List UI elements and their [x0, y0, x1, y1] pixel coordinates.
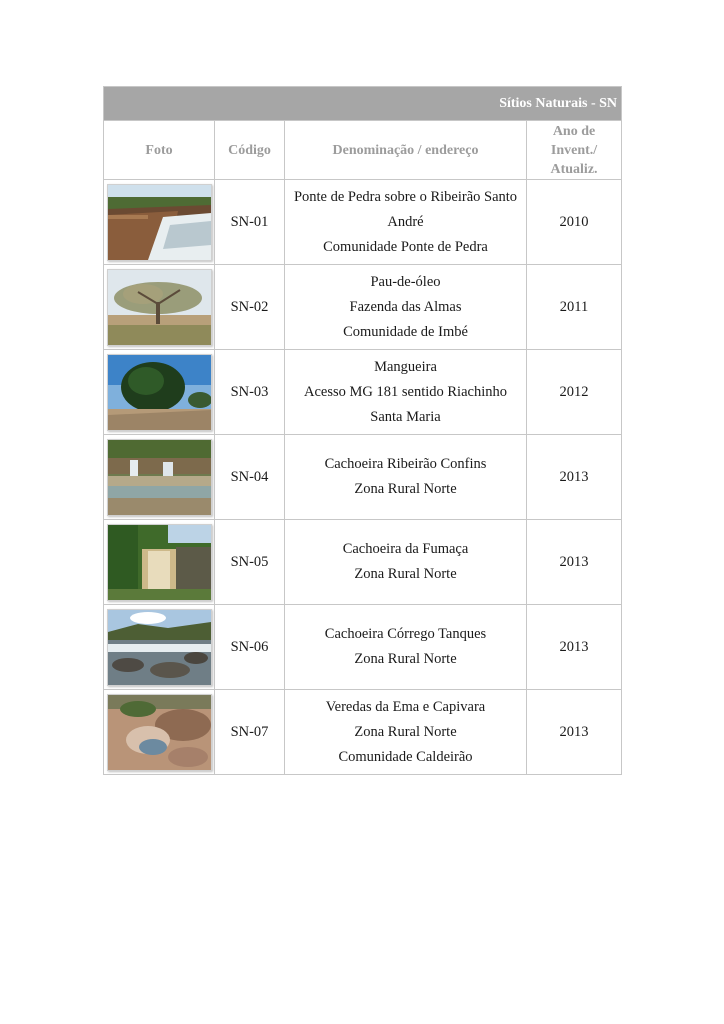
waterfall-confins-photo	[107, 439, 212, 516]
table-row	[104, 265, 622, 350]
denominacao-line: Comunidade de Imbé	[343, 323, 468, 340]
year-cell: 2013	[527, 690, 622, 775]
denominacao-cell	[285, 180, 527, 265]
denominacao-line: Zona Rural Norte	[354, 651, 457, 667]
denominacao-line: Zona Rural Norte	[354, 723, 457, 740]
denominacao-cell	[285, 520, 527, 605]
year-cell: 2010	[527, 180, 622, 265]
denominacao-cell	[285, 350, 527, 435]
table-row	[104, 520, 622, 605]
denominacao-line: Cachoeira da Fumaça	[342, 541, 469, 557]
photo-cell	[104, 520, 215, 605]
denominacao-cell	[285, 690, 527, 775]
denominacao-line: Mangueira	[374, 358, 437, 375]
code-cell: SN-04	[215, 435, 285, 520]
mango-tree-roadside-photo	[107, 354, 212, 431]
denominacao-line: Ponte de Pedra sobre o Ribeirão Santo	[293, 188, 518, 205]
year-cell: 2013	[527, 520, 622, 605]
photo-cell	[104, 265, 215, 350]
table-row	[104, 605, 622, 690]
year-cell: 2013	[527, 605, 622, 690]
header-ano-line: Ano de	[552, 123, 596, 139]
year-cell: 2013	[527, 435, 622, 520]
photo-cell	[104, 350, 215, 435]
table-row	[104, 180, 622, 265]
denominacao-cell	[285, 265, 527, 350]
code-cell: SN-01	[215, 180, 285, 265]
denominacao-line: Cachoeira Ribeirão Confins	[324, 456, 487, 472]
stone-bridge-creek-photo	[107, 184, 212, 261]
table-title: Sítios Naturais - SN	[104, 87, 622, 121]
header-ano	[527, 121, 622, 180]
pau-de-oleo-tree-photo	[107, 269, 212, 346]
denominacao-line: Zona Rural Norte	[354, 481, 457, 497]
denominacao-line: Pau-de-óleo	[370, 273, 441, 290]
denominacao-cell	[285, 435, 527, 520]
header-denominacao: Denominação / endereço	[285, 121, 527, 180]
photo-cell	[104, 180, 215, 265]
year-cell: 2012	[527, 350, 622, 435]
photo-cell	[104, 435, 215, 520]
header-ano-line: Invent./	[550, 142, 598, 158]
code-cell: SN-03	[215, 350, 285, 435]
code-cell: SN-05	[215, 520, 285, 605]
table-row	[104, 435, 622, 520]
table-row	[104, 350, 622, 435]
waterfall-fumaca-photo	[107, 524, 212, 601]
code-cell: SN-06	[215, 605, 285, 690]
denominacao-line: Veredas da Ema e Capivara	[325, 698, 486, 715]
photo-cell	[104, 690, 215, 775]
table-header-row	[104, 121, 622, 180]
denominacao-line: Comunidade Caldeirão	[338, 748, 473, 765]
denominacao-line: Comunidade Ponte de Pedra	[323, 238, 488, 255]
denominacao-line: Santa Maria	[370, 408, 441, 425]
photo-cell	[104, 605, 215, 690]
veredas-rock-pools-photo	[107, 694, 212, 771]
denominacao-line: Cachoeira Córrego Tanques	[324, 626, 487, 642]
header-ano-line: Atualiz.	[550, 161, 598, 177]
denominacao-line: Zona Rural Norte	[354, 566, 457, 582]
header-foto: Foto	[104, 121, 215, 180]
year-cell: 2011	[527, 265, 622, 350]
denominacao-line: Acesso MG 181 sentido Riachinho	[304, 383, 507, 400]
rocky-stream-tanques-photo	[107, 609, 212, 686]
denominacao-line: André	[387, 213, 424, 230]
denominacao-cell	[285, 605, 527, 690]
code-cell: SN-07	[215, 690, 285, 775]
code-cell: SN-02	[215, 265, 285, 350]
denominacao-line: Fazenda das Almas	[349, 298, 462, 315]
natural-sites-table	[103, 86, 622, 775]
header-codigo: Código	[215, 121, 285, 180]
table-row	[104, 690, 622, 775]
